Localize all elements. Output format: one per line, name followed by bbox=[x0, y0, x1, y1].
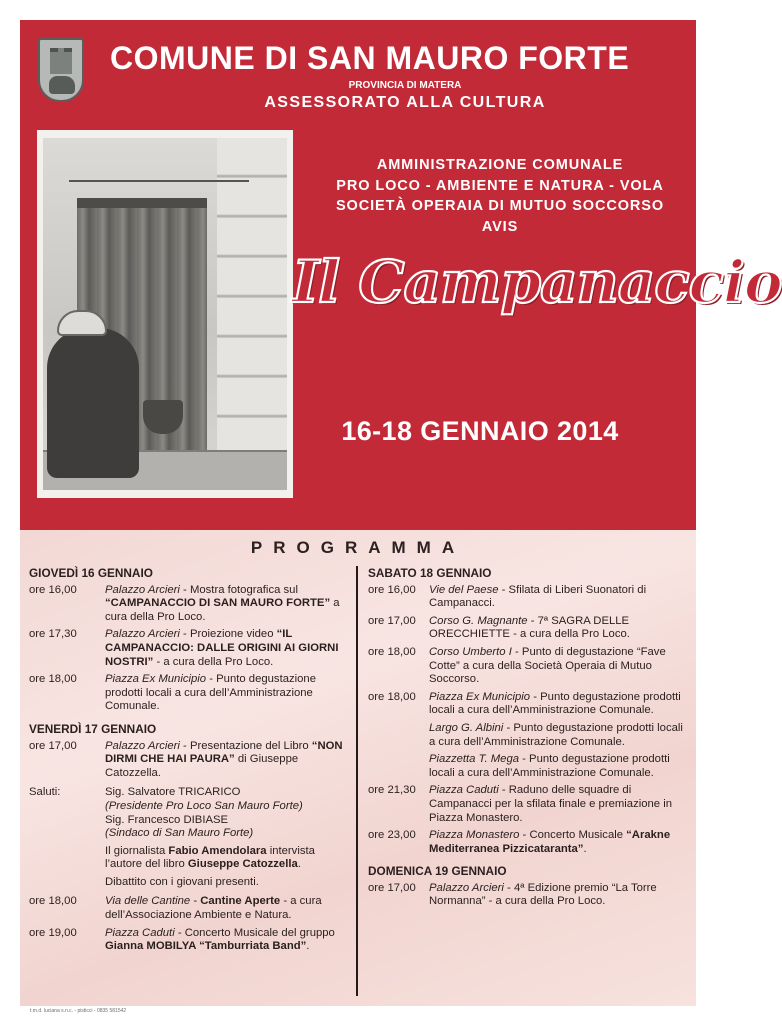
list-item: ore 17,30 Palazzo Arcieri - Proiezione video “IL CAMPANACCIO: DALLE ORIGINI AI GIORNI NOSTRI” - a cura della Pro Loco. bbox=[29, 628, 339, 668]
program-title: PROGRAMMA bbox=[250, 538, 466, 557]
list-item: Piazzetta T. Mega - Punto degustazione prodotti locali a cura dell’Amministrazione Comunale. bbox=[429, 753, 670, 779]
list-item: ore 23,00 Piazza Monastero - Concerto Musicale “Arakne Mediterranea Pizzicataranta”. bbox=[368, 829, 671, 855]
list-item: Il giornalista Fabio Amendolara intervista l’autore del libro Giuseppe Catozzella. bbox=[105, 844, 315, 871]
organizer-line: AMMINISTRAZIONE COMUNALE bbox=[376, 157, 624, 173]
event-dates: 16-18 GENNAIO 2014 bbox=[341, 416, 619, 446]
list-item: ore 17,00 Palazzo Arcieri - Presentazione del Libro “NON DIRMI CHE HAI PAURA” di Giuseppe Catozzella. bbox=[29, 739, 343, 779]
list-item: ore 17,00 Corso G. Magnante - 7ª SAGRA DELLE ORECCHIETTE - a cura della Pro Loco. bbox=[368, 614, 630, 641]
organizer-line: AVIS bbox=[481, 218, 519, 235]
provincia-label: PROVINCIA DI MATERA bbox=[348, 80, 462, 91]
program-left-column bbox=[29, 567, 351, 958]
list-item: Largo G. Albini - Punto degustazione prodotti locali a cura dell’Amministrazione Comunale. bbox=[429, 721, 683, 748]
day-heading: SABATO 18 GENNAIO bbox=[368, 566, 492, 580]
organizer-line: SOCIETÀ OPERAIA DI MUTUO SOCCORSO bbox=[335, 198, 665, 214]
list-item: ore 18,00 Corso Umberto I - Punto di degustazione “Fave Cotte” a cura della Società Operaia di Mutuo Soccorso. bbox=[368, 645, 666, 686]
organizers-list bbox=[320, 155, 680, 237]
sign bbox=[69, 168, 249, 182]
day-heading: GIOVEDÌ 16 GENNAIO bbox=[29, 566, 153, 580]
list-item: ore 17,00 Palazzo Arcieri - 4ª Edizione premio “La Torre Normanna” - a cura della Pro Loco. bbox=[368, 881, 657, 908]
comune-title: COMUNE DI SAN MAURO FORTE bbox=[110, 40, 630, 76]
list-item: ore 18,00 Piazza Ex Municipio - Punto degustazione prodotti locali a cura dell’Amministrazione Comunale. bbox=[368, 690, 681, 717]
day-heading: DOMENICA 19 GENNAIO bbox=[368, 864, 507, 879]
list-item: Dibattito con i giovani presenti. bbox=[105, 875, 259, 888]
list-item: ore 21,30 Piazza Caduti - Raduno delle squadre di Campanacci per la sfilata finale e premiazione in Piazza Monastero. bbox=[368, 784, 673, 824]
campanaccio-illustration bbox=[37, 130, 293, 498]
day-heading: VENERDÌ 17 GENNAIO bbox=[29, 721, 157, 736]
assessorato-label: ASSESSORATO ALLA CULTURA bbox=[264, 94, 546, 111]
printer-credits: t.m.d. luciana s.n.c. - pisticci - 0835 581542 bbox=[30, 1008, 127, 1014]
event-title: Il Campanaccio bbox=[292, 248, 782, 316]
program-right-column bbox=[368, 567, 686, 913]
list-item: ore 18,00 Piazza Ex Municipio - Punto degustazione prodotti locali a cura dell’Amministrazione Comunale. bbox=[29, 673, 317, 713]
column-divider bbox=[356, 566, 358, 996]
coat-of-arms-icon bbox=[38, 38, 84, 102]
list-item: ore 19,00 Piazza Caduti - Concerto Musicale del gruppo Gianna MOBILYA “Tamburriata Band”. bbox=[29, 926, 335, 953]
greetings: Saluti: Sig. Salvatore TRICARICO (Presidente Pro Loco San Mauro Forte) Sig. Francesco DIBIASE (Sindaco di San Mauro Forte) bbox=[29, 786, 303, 840]
list-item: ore 16,00 Vie del Paese - Sfilata di Liberi Suonatori di Campanacci. bbox=[368, 583, 647, 610]
organizer-line: PRO LOCO - AMBIENTE E NATURA - VOLA bbox=[336, 177, 664, 194]
list-item: ore 16,00 Palazzo Arcieri - Mostra fotografica sul “CAMPANACCIO DI SAN MAURO FORTE” a cura della Pro Loco. bbox=[29, 583, 340, 623]
list-item: ore 18,00 Via delle Cantine - Cantine Aperte - a cura dell’Associazione Ambiente e Natura. bbox=[29, 895, 322, 922]
